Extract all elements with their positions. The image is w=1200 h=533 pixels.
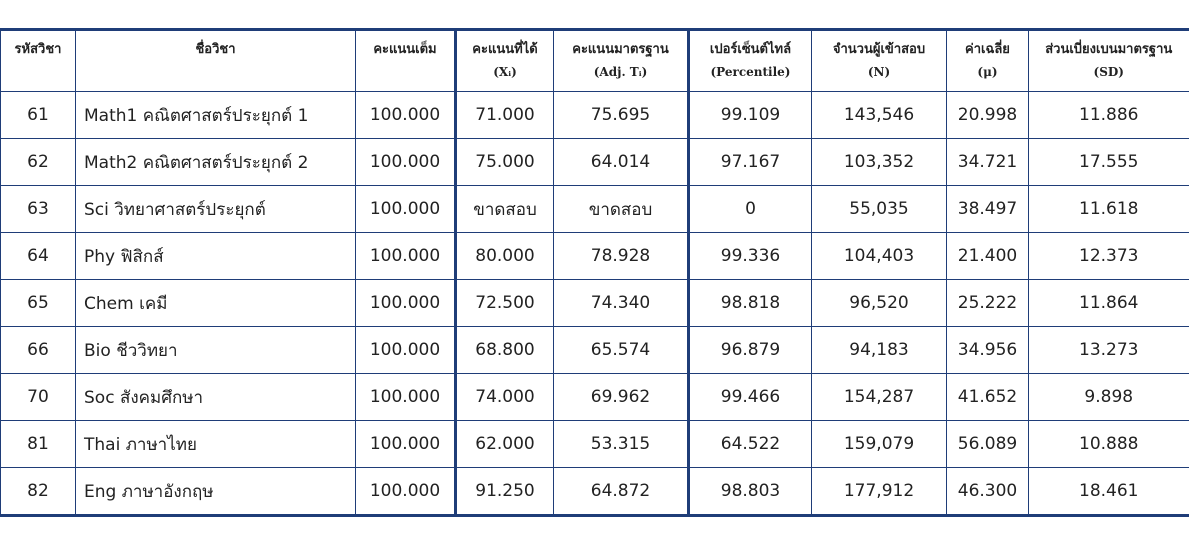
- cell-examinee-count: 55,035: [812, 186, 947, 233]
- cell-standard-deviation: 18.461: [1029, 468, 1189, 516]
- cell-examinee-count: 103,352: [812, 139, 947, 186]
- cell-full-score: 100.000: [356, 92, 456, 139]
- cell-full-score: 100.000: [356, 280, 456, 327]
- cell-examinee-count: 104,403: [812, 233, 947, 280]
- cell-mean: 25.222: [947, 280, 1029, 327]
- cell-adjusted-score: ขาดสอบ: [554, 186, 689, 233]
- cell-standard-deviation: 10.888: [1029, 421, 1189, 468]
- cell-adjusted-score: 74.340: [554, 280, 689, 327]
- cell-full-score: 100.000: [356, 233, 456, 280]
- cell-raw-score: 62.000: [456, 421, 554, 468]
- cell-code: 65: [1, 280, 76, 327]
- header-mean: ค่าเฉลี่ย (μ): [947, 30, 1029, 92]
- cell-standard-deviation: 9.898: [1029, 374, 1189, 421]
- cell-examinee-count: 177,912: [812, 468, 947, 516]
- cell-subject-name: Phy ฟิสิกส์: [76, 233, 356, 280]
- cell-percentile: 96.879: [689, 327, 812, 374]
- table-row: [1, 421, 1189, 468]
- header-full-score: คะแนนเต็ม: [356, 30, 456, 92]
- cell-subject-name: Soc สังคมศึกษา: [76, 374, 356, 421]
- cell-percentile: 99.336: [689, 233, 812, 280]
- cell-adjusted-score: 53.315: [554, 421, 689, 468]
- cell-raw-score: ขาดสอบ: [456, 186, 554, 233]
- cell-code: 81: [1, 421, 76, 468]
- cell-full-score: 100.000: [356, 421, 456, 468]
- cell-percentile: 98.818: [689, 280, 812, 327]
- cell-subject-name: Eng ภาษาอังกฤษ: [76, 468, 356, 516]
- header-adjusted-score: คะแนนมาตรฐาน (Adj. Tᵢ): [554, 30, 689, 92]
- cell-mean: 38.497: [947, 186, 1029, 233]
- header-examinee-count: จำนวนผู้เข้าสอบ (N): [812, 30, 947, 92]
- table-row: [1, 468, 1189, 516]
- cell-raw-score: 91.250: [456, 468, 554, 516]
- cell-code: 82: [1, 468, 76, 516]
- cell-full-score: 100.000: [356, 186, 456, 233]
- cell-standard-deviation: 13.273: [1029, 327, 1189, 374]
- cell-mean: 46.300: [947, 468, 1029, 516]
- cell-raw-score: 72.500: [456, 280, 554, 327]
- cell-adjusted-score: 65.574: [554, 327, 689, 374]
- cell-code: 66: [1, 327, 76, 374]
- header-standard-deviation: ส่วนเบี่ยงเบนมาตรฐาน (SD): [1029, 30, 1189, 92]
- cell-examinee-count: 96,520: [812, 280, 947, 327]
- cell-examinee-count: 159,079: [812, 421, 947, 468]
- cell-standard-deviation: 17.555: [1029, 139, 1189, 186]
- cell-mean: 56.089: [947, 421, 1029, 468]
- cell-percentile: 98.803: [689, 468, 812, 516]
- header-code: รหัสวิชา: [1, 30, 76, 92]
- cell-examinee-count: 154,287: [812, 374, 947, 421]
- score-table: [0, 28, 1189, 517]
- header-name: ชื่อวิชา: [76, 30, 356, 92]
- cell-code: 64: [1, 233, 76, 280]
- cell-raw-score: 74.000: [456, 374, 554, 421]
- table-body: [1, 92, 1189, 516]
- cell-percentile: 0: [689, 186, 812, 233]
- cell-subject-name: Sci วิทยาศาสตร์ประยุกต์: [76, 186, 356, 233]
- table-row: [1, 139, 1189, 186]
- cell-mean: 34.956: [947, 327, 1029, 374]
- cell-percentile: 97.167: [689, 139, 812, 186]
- cell-subject-name: Chem เคมี: [76, 280, 356, 327]
- header-raw-score: คะแนนที่ได้ (Xᵢ): [456, 30, 554, 92]
- cell-adjusted-score: 64.872: [554, 468, 689, 516]
- cell-code: 61: [1, 92, 76, 139]
- cell-examinee-count: 94,183: [812, 327, 947, 374]
- cell-subject-name: Math1 คณิตศาสตร์ประยุกต์ 1: [76, 92, 356, 139]
- table-row: [1, 233, 1189, 280]
- cell-adjusted-score: 75.695: [554, 92, 689, 139]
- cell-raw-score: 80.000: [456, 233, 554, 280]
- table-row: [1, 186, 1189, 233]
- table-row: [1, 374, 1189, 421]
- cell-standard-deviation: 11.618: [1029, 186, 1189, 233]
- cell-mean: 20.998: [947, 92, 1029, 139]
- table-row: [1, 327, 1189, 374]
- cell-raw-score: 71.000: [456, 92, 554, 139]
- cell-subject-name: Thai ภาษาไทย: [76, 421, 356, 468]
- cell-raw-score: 75.000: [456, 139, 554, 186]
- table-row: [1, 280, 1189, 327]
- cell-percentile: 99.466: [689, 374, 812, 421]
- table-row: [1, 92, 1189, 139]
- cell-standard-deviation: 11.864: [1029, 280, 1189, 327]
- cell-raw-score: 68.800: [456, 327, 554, 374]
- cell-adjusted-score: 64.014: [554, 139, 689, 186]
- cell-code: 62: [1, 139, 76, 186]
- cell-full-score: 100.000: [356, 468, 456, 516]
- cell-percentile: 99.109: [689, 92, 812, 139]
- cell-subject-name: Bio ชีววิทยา: [76, 327, 356, 374]
- cell-mean: 41.652: [947, 374, 1029, 421]
- cell-percentile: 64.522: [689, 421, 812, 468]
- cell-examinee-count: 143,546: [812, 92, 947, 139]
- cell-full-score: 100.000: [356, 139, 456, 186]
- cell-full-score: 100.000: [356, 327, 456, 374]
- cell-full-score: 100.000: [356, 374, 456, 421]
- cell-code: 63: [1, 186, 76, 233]
- header-row: [1, 30, 1189, 92]
- cell-subject-name: Math2 คณิตศาสตร์ประยุกต์ 2: [76, 139, 356, 186]
- header-percentile: เปอร์เซ็นต์ไทล์ (Percentile): [689, 30, 812, 92]
- cell-adjusted-score: 78.928: [554, 233, 689, 280]
- cell-standard-deviation: 11.886: [1029, 92, 1189, 139]
- cell-code: 70: [1, 374, 76, 421]
- cell-standard-deviation: 12.373: [1029, 233, 1189, 280]
- cell-adjusted-score: 69.962: [554, 374, 689, 421]
- cell-mean: 21.400: [947, 233, 1029, 280]
- cell-mean: 34.721: [947, 139, 1029, 186]
